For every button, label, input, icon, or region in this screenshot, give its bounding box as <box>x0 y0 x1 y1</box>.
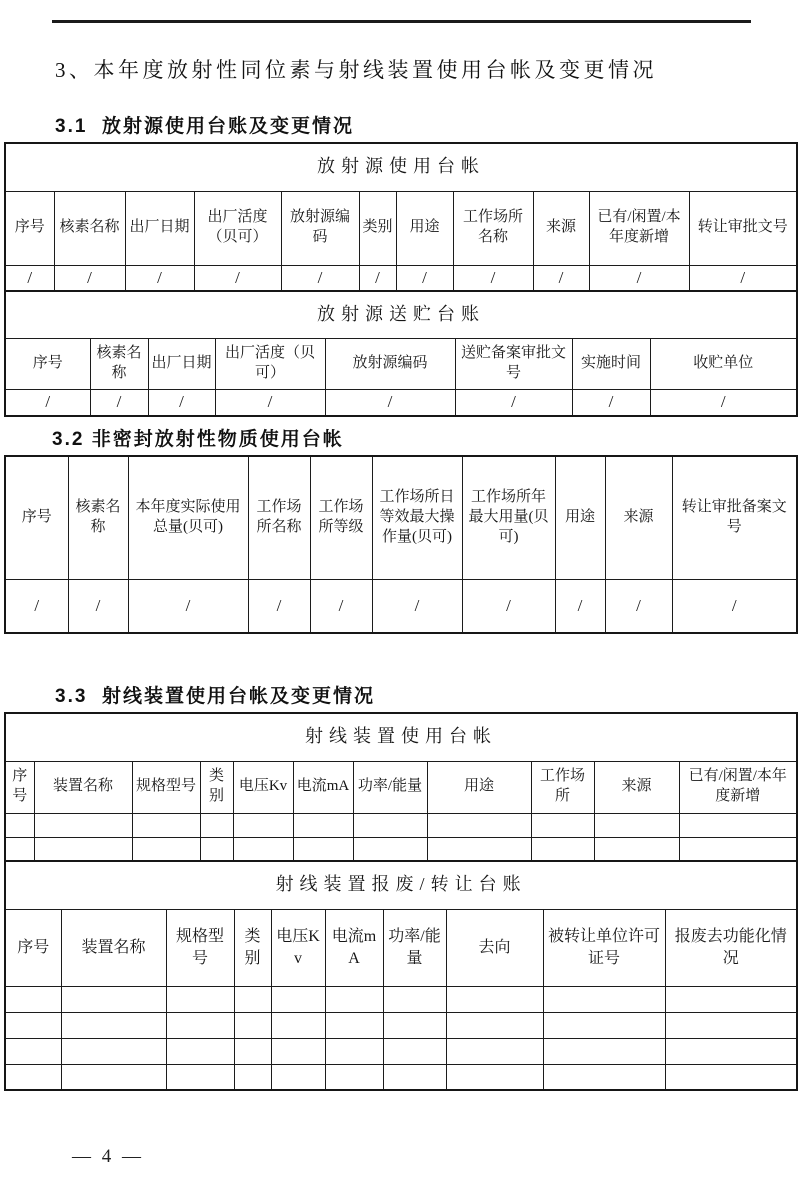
data-cell: / <box>589 265 689 291</box>
empty-cell <box>531 813 594 837</box>
empty-cell <box>234 1012 271 1038</box>
column-header: 类别 <box>359 191 396 265</box>
empty-cell <box>271 1012 325 1038</box>
empty-cell <box>5 1064 61 1090</box>
empty-cell <box>446 986 543 1012</box>
empty-cell <box>446 1012 543 1038</box>
empty-cell <box>5 1038 61 1064</box>
empty-cell <box>200 837 233 861</box>
column-header: 核素名称 <box>90 338 148 389</box>
column-header: 放射源编码 <box>281 191 359 265</box>
data-cell: / <box>325 389 455 416</box>
table-title: 放射源使用台帐 <box>5 143 797 191</box>
header-rule <box>52 20 751 23</box>
page-title: 3、本年度放射性同位素与射线装置使用台帐及变更情况 <box>55 58 657 82</box>
table-title: 射线装置使用台帐 <box>5 713 797 761</box>
empty-cell <box>427 837 531 861</box>
empty-cell <box>383 1064 446 1090</box>
column-header: 来源 <box>605 456 672 579</box>
empty-cell <box>427 813 531 837</box>
data-cell: / <box>5 389 90 416</box>
device-retire-transfer-table <box>4 860 798 1091</box>
column-header: 本年度实际使用总量(贝可) <box>128 456 248 579</box>
empty-cell <box>5 837 34 861</box>
empty-row <box>5 1064 797 1090</box>
column-header: 工作场所等级 <box>310 456 372 579</box>
empty-cell <box>353 813 427 837</box>
table-title: 放射源送贮台账 <box>5 291 797 338</box>
column-header: 工作场所名称 <box>248 456 310 579</box>
column-header: 功率/能量 <box>353 761 427 813</box>
empty-cell <box>325 1064 383 1090</box>
data-cell: / <box>605 579 672 633</box>
empty-cell <box>271 1064 325 1090</box>
source-ledger-tables <box>4 142 796 417</box>
column-header: 出厂活度（贝可） <box>194 191 281 265</box>
empty-cell <box>543 1064 665 1090</box>
empty-row <box>5 986 797 1012</box>
empty-cell <box>679 837 797 861</box>
empty-cell <box>5 813 34 837</box>
data-cell: / <box>215 389 325 416</box>
column-header: 用途 <box>427 761 531 813</box>
empty-cell <box>679 813 797 837</box>
empty-cell <box>665 1064 797 1090</box>
column-header: 电压Kv <box>233 761 293 813</box>
column-header: 核素名称 <box>68 456 128 579</box>
column-header: 出厂活度（贝可） <box>215 338 325 389</box>
empty-cell <box>166 1012 234 1038</box>
data-cell: / <box>148 389 215 416</box>
empty-row <box>5 1038 797 1064</box>
column-header: 规格型号 <box>132 761 200 813</box>
column-header: 序号 <box>5 909 61 986</box>
column-header: 出厂日期 <box>125 191 194 265</box>
data-cell: / <box>572 389 650 416</box>
data-cell: / <box>248 579 310 633</box>
column-header: 送贮备案审批文号 <box>455 338 572 389</box>
data-cell: / <box>455 389 572 416</box>
data-cell: / <box>453 265 533 291</box>
column-header: 收贮单位 <box>650 338 797 389</box>
empty-row <box>5 813 797 837</box>
column-header: 报废去功能化情况 <box>665 909 797 986</box>
empty-cell <box>132 813 200 837</box>
empty-cell <box>293 813 353 837</box>
empty-cell <box>5 986 61 1012</box>
empty-cell <box>446 1038 543 1064</box>
column-header: 电压Kv <box>271 909 325 986</box>
data-cell: / <box>194 265 281 291</box>
column-header: 工作场所 <box>531 761 594 813</box>
empty-cell <box>325 986 383 1012</box>
empty-cell <box>293 837 353 861</box>
data-cell: / <box>672 579 797 633</box>
column-header: 序号 <box>5 191 54 265</box>
empty-cell <box>325 1012 383 1038</box>
empty-cell <box>665 986 797 1012</box>
column-header: 已有/闲置/本年度新增 <box>589 191 689 265</box>
data-cell: / <box>650 389 797 416</box>
column-header: 规格型号 <box>166 909 234 986</box>
column-header: 类别 <box>200 761 233 813</box>
column-header: 来源 <box>594 761 679 813</box>
column-header: 用途 <box>396 191 453 265</box>
section-heading-3-3: 3.3 射线装置使用台帐及变更情况 <box>55 686 375 707</box>
empty-cell <box>271 1038 325 1064</box>
empty-cell <box>665 1038 797 1064</box>
source-storage-table <box>4 290 798 417</box>
empty-cell <box>383 1038 446 1064</box>
data-cell: / <box>396 265 453 291</box>
empty-cell <box>594 837 679 861</box>
data-cell: / <box>689 265 797 291</box>
column-header: 放射源编码 <box>325 338 455 389</box>
empty-cell <box>531 837 594 861</box>
empty-cell <box>166 986 234 1012</box>
column-header: 序号 <box>5 761 34 813</box>
empty-cell <box>61 986 166 1012</box>
data-cell: / <box>462 579 555 633</box>
data-cell: / <box>125 265 194 291</box>
unsealed-material-table <box>4 455 798 634</box>
column-header: 被转让单位许可证号 <box>543 909 665 986</box>
data-cell: / <box>310 579 372 633</box>
page-number: — 4 — <box>72 1146 144 1167</box>
empty-cell <box>233 837 293 861</box>
empty-cell <box>233 813 293 837</box>
empty-cell <box>383 986 446 1012</box>
empty-cell <box>543 986 665 1012</box>
empty-cell <box>5 1012 61 1038</box>
empty-cell <box>594 813 679 837</box>
column-header: 去向 <box>446 909 543 986</box>
data-cell: / <box>90 389 148 416</box>
data-cell: / <box>128 579 248 633</box>
empty-cell <box>543 1012 665 1038</box>
data-cell: / <box>372 579 462 633</box>
column-header: 转让审批备案文号 <box>672 456 797 579</box>
empty-cell <box>166 1064 234 1090</box>
column-header: 用途 <box>555 456 605 579</box>
table-title: 射线装置报废/转让台账 <box>5 861 797 909</box>
column-header: 已有/闲置/本年度新增 <box>679 761 797 813</box>
empty-cell <box>234 1064 271 1090</box>
data-cell: / <box>555 579 605 633</box>
empty-cell <box>200 813 233 837</box>
column-header: 工作场所名称 <box>453 191 533 265</box>
column-header: 装置名称 <box>34 761 132 813</box>
unsealed-material-table-wrap <box>4 455 796 634</box>
data-cell: / <box>68 579 128 633</box>
empty-cell <box>446 1064 543 1090</box>
empty-cell <box>132 837 200 861</box>
section-heading-3-2: 3.2 非密封放射性物质使用台帐 <box>52 429 344 450</box>
column-header: 类别 <box>234 909 271 986</box>
column-header: 电流mA <box>293 761 353 813</box>
column-header: 来源 <box>533 191 589 265</box>
device-ledger-tables <box>4 712 796 1091</box>
empty-cell <box>665 1012 797 1038</box>
empty-cell <box>543 1038 665 1064</box>
empty-cell <box>34 813 132 837</box>
column-header: 装置名称 <box>61 909 166 986</box>
column-header: 序号 <box>5 456 68 579</box>
empty-cell <box>61 1012 166 1038</box>
data-cell: / <box>533 265 589 291</box>
column-header: 电流mA <box>325 909 383 986</box>
column-header: 工作场所年最大用量(贝可) <box>462 456 555 579</box>
device-usage-table <box>4 712 798 862</box>
empty-row <box>5 837 797 861</box>
column-header: 序号 <box>5 338 90 389</box>
section-heading-3-1: 3.1 放射源使用台账及变更情况 <box>55 116 354 137</box>
data-cell: / <box>281 265 359 291</box>
empty-cell <box>383 1012 446 1038</box>
empty-cell <box>61 1064 166 1090</box>
data-cell: / <box>359 265 396 291</box>
empty-cell <box>234 1038 271 1064</box>
column-header: 工作场所日等效最大操作量(贝可) <box>372 456 462 579</box>
empty-cell <box>61 1038 166 1064</box>
column-header: 出厂日期 <box>148 338 215 389</box>
empty-cell <box>353 837 427 861</box>
column-header: 核素名称 <box>54 191 125 265</box>
empty-cell <box>34 837 132 861</box>
empty-cell <box>166 1038 234 1064</box>
data-cell: / <box>54 265 125 291</box>
column-header: 转让审批文号 <box>689 191 797 265</box>
column-header: 功率/能量 <box>383 909 446 986</box>
empty-row <box>5 1012 797 1038</box>
data-cell: / <box>5 579 68 633</box>
column-header: 实施时间 <box>572 338 650 389</box>
data-cell: / <box>5 265 54 291</box>
empty-cell <box>271 986 325 1012</box>
empty-cell <box>234 986 271 1012</box>
empty-cell <box>325 1038 383 1064</box>
source-usage-table <box>4 142 798 292</box>
